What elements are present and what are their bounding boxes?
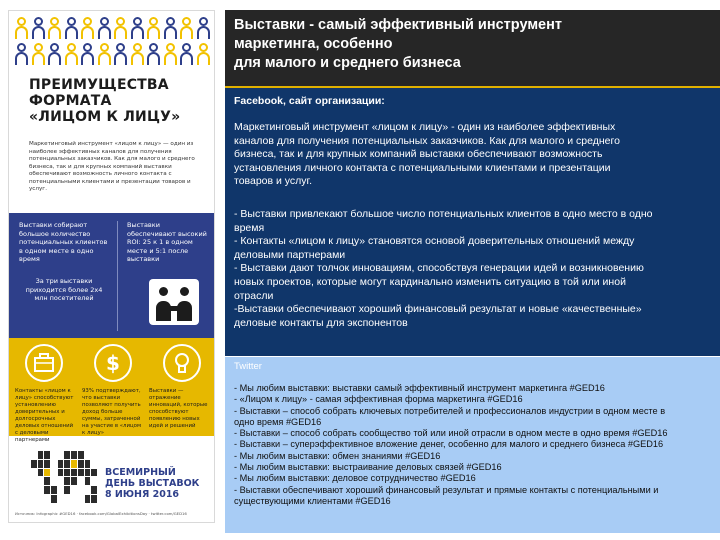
- text-line: деловыми партнерами: [234, 248, 346, 261]
- list-item: - Мы любим выставки: деловое сотрудничество #GED16: [234, 473, 476, 484]
- lightbulb-icon: [163, 344, 201, 382]
- list-item: - Выставки обеспечивают хороший финансовый результат и прямые контакты с потенциальными и: [234, 484, 659, 495]
- person-icon: [180, 17, 193, 41]
- text-line: новых проектов, которые могут кардинально изменить ситуацию в той или иной: [234, 275, 626, 288]
- exhibitions-day-title: [105, 467, 209, 500]
- infographic-title-line: ПРЕИМУЩЕСТВА: [29, 77, 169, 93]
- facebook-paragraph-1: [234, 121, 716, 189]
- person-icon: [131, 43, 144, 67]
- text-line: товаров и услуг.: [234, 175, 313, 188]
- people-pattern-top: [15, 17, 210, 41]
- list-item: одно время #GED16: [234, 416, 322, 427]
- list-item: - Выставки – способ собрать ключевых потребителей и профессионалов индустрии в одном месте в: [234, 405, 666, 416]
- text-line: время: [234, 221, 265, 234]
- slide-title-line: для малого и среднего бизнеса: [234, 55, 461, 71]
- handshake-icon: [149, 279, 199, 325]
- slide-title: [234, 16, 712, 73]
- twitter-label: Twitter: [234, 361, 262, 372]
- text-line: -Выставки обеспечивают хороший финансовый результат и новые «качественные»: [234, 303, 642, 316]
- facebook-paragraph-2: [234, 208, 716, 330]
- person-icon: [197, 17, 210, 41]
- person-icon: [98, 17, 111, 41]
- text-line: - Выставки привлекают большое число потенциальных клиентов в одно место в одно: [234, 208, 653, 220]
- text-line: отрасли: [234, 289, 274, 302]
- people-pattern-bottom: [15, 43, 210, 67]
- person-icon: [65, 17, 78, 41]
- text-line: деловые контакты для экспонентов: [234, 316, 408, 329]
- person-icon: [114, 17, 127, 41]
- list-item: - «Лицом к лицу» - самая эффективная форма маркетинга #GED16: [234, 394, 523, 405]
- briefcase-icon: [25, 344, 63, 382]
- infographic-footnote: Источник: Infographic #GED16 · facebook.com/GlobalExhibitionsDay · twitter.com/GED16: [15, 511, 187, 516]
- person-icon: [32, 43, 45, 67]
- person-icon: [81, 43, 94, 67]
- twitter-list: [234, 383, 716, 507]
- slide-title-line: маркетинга, особенно: [234, 36, 393, 52]
- infographic-yellow-section: [9, 338, 215, 443]
- person-icon: [180, 43, 193, 67]
- facebook-label: Facebook, сайт организации:: [234, 95, 385, 107]
- infographic-title: [29, 77, 199, 125]
- person-icon: [15, 43, 28, 67]
- yellow-fact-2: 93% подтверждают, что выставки позволяют получить доход больше суммы, затраченной на участие в «лицом к лицу»: [82, 388, 142, 436]
- text-line: - Контакты «лицом к лицу» становятся основой доверительных отношений между: [234, 235, 635, 248]
- text-line: Маркетинговый инструмент «лицом к лицу» - один из наиболее эффективных: [234, 121, 616, 133]
- text-line: установления личного контакта с потенциальными клиентами и презентации: [234, 161, 611, 174]
- text-line: бизнеса, так и для крупных компаний выставки обеспечивают возможность: [234, 148, 603, 161]
- person-icon: [98, 43, 111, 67]
- divider: [117, 221, 118, 331]
- person-icon: [32, 17, 45, 41]
- list-item: - Мы любим выставки: выставки самый эффективный инструмент маркетинга #GED16: [234, 383, 605, 393]
- person-icon: [147, 17, 160, 41]
- person-icon: [48, 17, 61, 41]
- navy-fact-1: Выставки собирают большое количество потенциальных клиентов в одном месте в одно время: [19, 221, 108, 264]
- person-icon: [114, 43, 127, 67]
- yellow-fact-1: Контакты «лицом к лицу» способствуют установлению доверительных и долгосрочных деловых отношений с деловыми партнерами: [15, 388, 74, 443]
- text-line: - Выставки дают толчок инновациям, способствуя генерации идей и возникновению: [234, 262, 644, 275]
- person-icon: [197, 43, 210, 67]
- person-icon: [164, 43, 177, 67]
- yellow-fact-3: Выставки — отражение инноваций, которые способствуют появлению новых идей и решений: [149, 388, 208, 429]
- person-icon: [81, 17, 94, 41]
- person-icon: [15, 17, 28, 41]
- day-title-line: ДЕНЬ ВЫСТАВОК: [105, 478, 200, 489]
- list-item: - Выставки – суперэффективное вложение денег, особенно для малого и среднего бизнеса #GED16: [234, 439, 664, 450]
- day-title-line: 8 ИЮНЯ 2016: [105, 489, 180, 500]
- slide-title-line: Выставки - самый эффективный инструмент: [234, 17, 562, 33]
- infographic-lead: Маркетинговый инструмент «лицом к лицу» — один из наиболее эффективных каналов для получения потенциальных заказчиков. Как для малого и среднего бизнеса, так и для крупных компаний выставки обеспечивают возможность личного контакта с потенциальными клиентами и презентации товаров и услуг.: [29, 141, 195, 192]
- person-icon: [131, 17, 144, 41]
- infographic-title-line: «ЛИЦОМ К ЛИЦУ»: [29, 109, 181, 125]
- list-item: - Мы любим выставки: обмен знаниями #GED16: [234, 450, 441, 461]
- dollar-icon: $: [94, 344, 132, 382]
- day-title-line: ВСЕМИРНЫЙ: [105, 467, 176, 478]
- facebook-section: [225, 88, 720, 356]
- infographic-image: [8, 10, 215, 523]
- infographic-title-line: ФОРМАТА: [29, 93, 112, 109]
- twitter-section: [225, 357, 720, 533]
- person-icon: [147, 43, 160, 67]
- person-icon: [48, 43, 61, 67]
- navy-fact-3: За три выставки приходится более 2х4 млн посетителей: [25, 277, 103, 303]
- world-map-pixel-icon: [31, 451, 97, 503]
- text-line: каналов для получения потенциальных заказчиков. Как для малого и среднего: [234, 134, 620, 147]
- infographic-navy-section: [9, 213, 215, 338]
- list-item: существующими клиентами #GED16: [234, 495, 391, 506]
- slide-header: [225, 10, 720, 88]
- person-icon: [65, 43, 78, 67]
- list-item: - Выставки – способ собрать сообщество той или иной отрасли в одном месте в одно время #GED16: [234, 428, 668, 439]
- person-icon: [164, 17, 177, 41]
- list-item: - Мы любим выставки: выстраивание деловых связей #GED16: [234, 462, 502, 473]
- navy-fact-2: Выставки обеспечивают высокий ROI: 25 к 1 в одном месте и 5:1 после выставки: [127, 221, 207, 264]
